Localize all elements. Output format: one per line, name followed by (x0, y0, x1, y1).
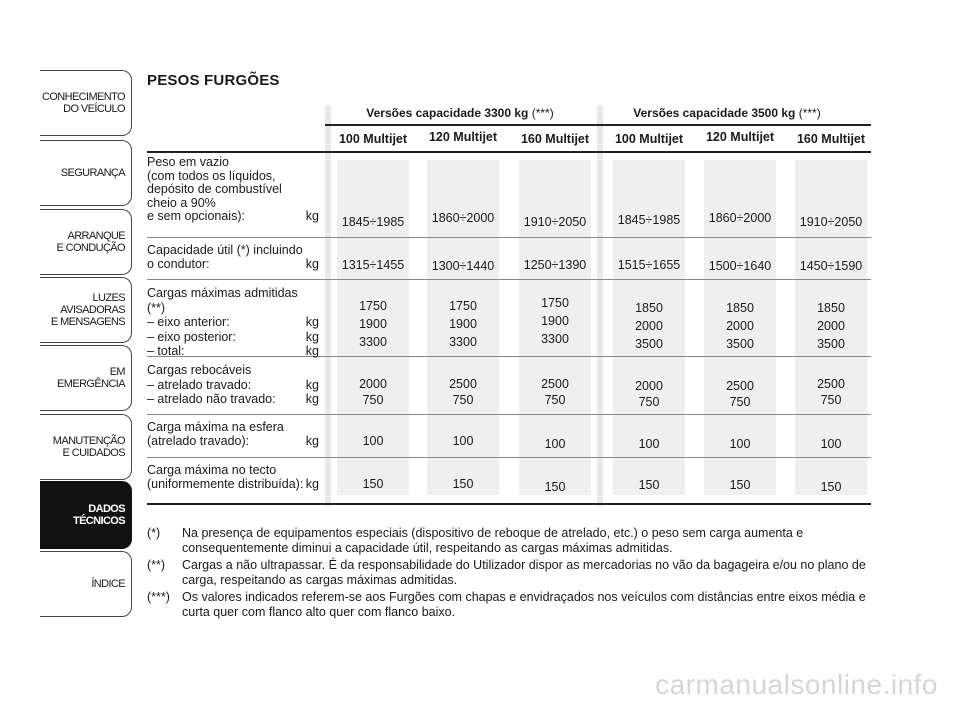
row-separator (147, 279, 871, 280)
table-bottom-rule (147, 503, 871, 505)
table-cell: 3500 (726, 337, 754, 351)
tab-dados-tecnicos[interactable] (40, 481, 132, 549)
table-cell: 2500 (817, 377, 845, 391)
table-cell: 2000 (726, 319, 754, 333)
label-line: o condutor: (147, 256, 210, 271)
table-cell: 1450÷1590 (799, 259, 863, 273)
footnotes (147, 526, 867, 621)
column-header: 160 Multijet (520, 132, 590, 146)
tab-label: ARRANQUE E CONDUÇÃO (56, 230, 125, 254)
table-cell-stack (795, 376, 867, 408)
unit-label: kg (305, 315, 319, 330)
table-cell: 100 (638, 437, 660, 451)
table-cell-stack (704, 299, 776, 353)
footnote (147, 590, 867, 621)
tab-luzes-avisadoras[interactable] (40, 277, 132, 343)
column-header: 100 Multijet (614, 132, 684, 146)
tab-label: MANUTENÇÃO E CUIDADOS (52, 435, 125, 459)
table-cell: 2000 (359, 377, 387, 391)
group-header-3300 (345, 106, 575, 120)
unit-label: kg (305, 209, 319, 224)
row-label-capacidade-util (147, 244, 319, 271)
label-line: Cargas rebocáveis (147, 363, 252, 377)
tab-label: CONHECIMENTO DO VEÍCULO (41, 91, 125, 115)
label-line: – atrelado travado: (147, 377, 252, 392)
table-cell: 100 (820, 437, 842, 451)
table-cell: 1910÷2050 (799, 215, 863, 229)
footnote (147, 526, 867, 557)
footnote-text: Os valores indicados referem-se aos Furgões com chapas e envidraçados nos veículos com distâncias entre eixos média e curta quer com flanco alto quer com flanco baixo. (182, 589, 866, 620)
tab-label: LUZES AVISADORAS E MENSAGENS (50, 292, 125, 328)
label-line: (atrelado travado): (147, 433, 250, 448)
table-cell: 1750 (541, 296, 569, 310)
tab-label: EM EMERGÊNCIA (57, 366, 125, 390)
tab-conhecimento-do-veiculo[interactable] (40, 70, 132, 136)
tab-em-emergencia[interactable] (40, 345, 132, 411)
group-label: Versões capacidade 3300 kg (366, 106, 529, 120)
group-note: (***) (531, 106, 554, 120)
table-cell: 2500 (449, 377, 477, 391)
table-cell: 750 (544, 393, 566, 407)
column-header: 120 Multijet (705, 130, 775, 144)
table-cell: 2000 (817, 319, 845, 333)
table-cell: 100 (362, 434, 384, 448)
table-cell: 1845÷1985 (341, 215, 405, 229)
header-rule (325, 124, 871, 126)
watermark: carmanualsonline.info (655, 669, 938, 700)
label-line: – eixo posterior: (147, 329, 236, 344)
table-cell: 750 (729, 395, 751, 409)
table-cell-stack (337, 297, 409, 351)
unit-label: kg (305, 256, 319, 271)
unit-label: kg (305, 377, 319, 392)
table-cell: 2000 (635, 379, 663, 393)
label-line: Carga máxima na esfera (147, 420, 284, 434)
row-label-cargas-rebocaveis (147, 363, 319, 407)
column-header: 100 Multijet (338, 132, 408, 146)
table-cell: 1900 (541, 314, 569, 328)
table-cell: 150 (544, 480, 566, 494)
label-line: Cargas máximas admitidas (**) (147, 286, 298, 315)
tab-arranque-e-conducao[interactable] (40, 209, 132, 275)
table-cell: 150 (452, 477, 474, 491)
table-cell: 100 (729, 437, 751, 451)
table-cell: 2000 (635, 319, 663, 333)
tab-indice[interactable] (40, 551, 132, 617)
tab-label: SEGURANÇA (60, 167, 125, 179)
table-cell: 1315÷1455 (341, 258, 405, 272)
row-label-peso-em-vazio (147, 156, 319, 224)
group-note: (***) (798, 106, 821, 120)
table-cell: 1500÷1640 (708, 259, 772, 273)
unit-label: kg (305, 476, 319, 491)
group-header-3500 (612, 106, 842, 120)
label-line: cheio a 90% (147, 195, 216, 210)
label-line: – atrelado não travado: (147, 392, 276, 407)
label-line: Carga máxima no tecto (147, 463, 277, 477)
page-title: PESOS FURGÕES (147, 72, 280, 89)
label-line: Capacidade útil (*) incluindo (147, 243, 303, 257)
label-line: e sem opcionais): (147, 209, 245, 224)
group-label: Versões capacidade 3500 kg (633, 106, 796, 120)
row-separator (147, 457, 871, 458)
footnote-key: (*) (147, 526, 161, 540)
table-cell: 150 (362, 477, 384, 491)
table-cell: 150 (729, 478, 751, 492)
table-cell: 100 (452, 434, 474, 448)
table-cell: 150 (820, 480, 842, 494)
row-separator (147, 414, 871, 415)
table-cell: 1845÷1985 (617, 213, 681, 227)
table-cell: 3300 (449, 335, 477, 349)
table-cell: 1850 (726, 301, 754, 315)
table-cell: 1515÷1655 (617, 258, 681, 272)
unit-label: kg (305, 392, 319, 407)
table-cell: 1750 (359, 299, 387, 313)
tab-label: DADOS TÉCNICOS (72, 503, 125, 527)
footnote-text: Cargas a não ultrapassar. É da responsabilidade do Utilizador dispor as mercadorias no vão da bagageira e/ou no plano de carga, respeitando as cargas máximas admitidas. (182, 557, 866, 588)
table-cell: 100 (544, 437, 566, 451)
footnote-key: (***) (147, 589, 170, 604)
table-cell-stack (337, 376, 409, 408)
column-divider (597, 106, 603, 506)
table-cell: 150 (638, 478, 660, 492)
row-label-carga-tecto (147, 464, 319, 491)
unit-label: kg (305, 344, 319, 359)
table-cell: 3500 (635, 337, 663, 351)
table-cell: 2500 (541, 377, 569, 391)
table-cell: 1850 (635, 301, 663, 315)
table-cell: 1860÷2000 (708, 211, 772, 225)
table-cell-stack (795, 299, 867, 353)
label-line: – eixo anterior: (147, 315, 230, 330)
row-label-cargas-maximas (147, 286, 319, 359)
table-cell-stack (613, 378, 685, 410)
table-cell: 750 (638, 395, 660, 409)
table-cell: 1850 (817, 301, 845, 315)
column-divider (325, 106, 331, 506)
table-cell: 1250÷1390 (523, 258, 587, 272)
label-line: (com todos os líquidos, (147, 168, 276, 183)
table-cell: 750 (452, 393, 474, 407)
table-cell: 1900 (449, 317, 477, 331)
tab-seguranca[interactable] (40, 140, 132, 206)
table-cell: 2500 (726, 379, 754, 393)
table-cell: 1300÷1440 (431, 259, 495, 273)
table-cell-stack (427, 297, 499, 351)
table-cell: 3300 (359, 335, 387, 349)
label-line: Peso em vazio (147, 155, 229, 169)
table-cell-stack (519, 294, 591, 348)
table-cell: 750 (362, 393, 384, 407)
label-line: (uniformemente distribuída): (147, 476, 304, 491)
unit-label: kg (305, 329, 319, 344)
footnote (147, 558, 867, 589)
table-cell-stack (704, 378, 776, 410)
column-header: 160 Multijet (796, 132, 866, 146)
column-header: 120 Multijet (428, 130, 498, 144)
footnote-text: Na presença de equipamentos especiais (dispositivo de reboque de atrelado, etc.) o peso sem carga aumenta e consequentemente diminui a capacidade útil, respeitando as cargas máximas admitidas. (182, 526, 804, 556)
tab-manutencao-e-cuidados[interactable] (40, 414, 132, 480)
row-separator (147, 237, 871, 238)
table-cell: 3300 (541, 332, 569, 346)
table-cell: 1750 (449, 299, 477, 313)
tab-label: ÍNDICE (91, 578, 125, 590)
row-label-carga-esfera (147, 421, 319, 448)
table-cell-stack (427, 376, 499, 408)
table-cell: 1900 (359, 317, 387, 331)
table-cell-stack (613, 299, 685, 353)
header-rule (147, 151, 871, 153)
table-cell: 3500 (817, 337, 845, 351)
label-line: depósito de combustível (147, 182, 282, 197)
table-cell: 1910÷2050 (523, 215, 587, 229)
label-line: – total: (147, 344, 185, 359)
footnote-key: (**) (147, 557, 166, 572)
table-cell-stack (519, 376, 591, 408)
table-cell: 750 (820, 393, 842, 407)
table-cell: 1860÷2000 (431, 211, 495, 225)
unit-label: kg (305, 433, 319, 448)
